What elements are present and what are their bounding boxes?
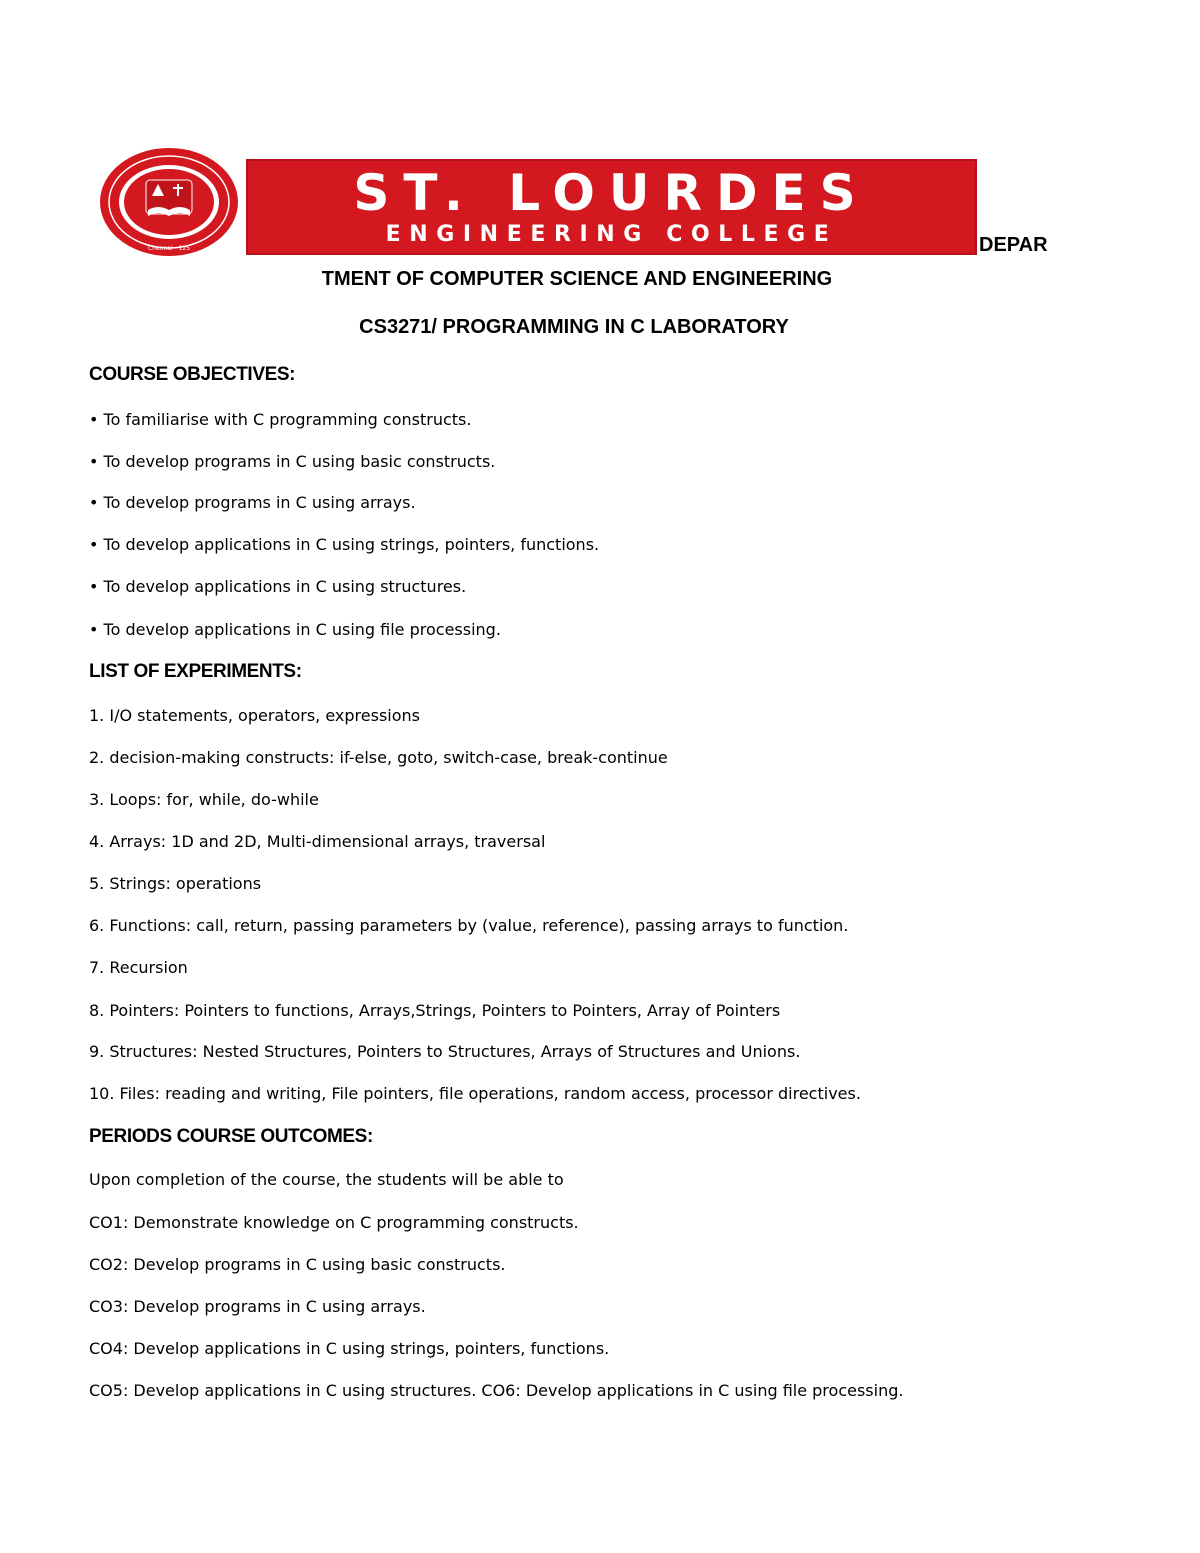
experiment-item: 9. Structures: Nested Structures, Pointers to Structures, Arrays of Structures and Unions. [89, 1042, 801, 1061]
experiment-item: 1. I/O statements, operators, expressions [89, 706, 420, 725]
outcome-item: CO3: Develop programs in C using arrays. [89, 1297, 426, 1316]
objectives-heading: COURSE OBJECTIVES: [89, 364, 296, 385]
svg-text:Chennai - 125: Chennai - 125 [147, 245, 191, 252]
experiment-item: 2. decision-making constructs: if-else, goto, switch-case, break-continue [89, 748, 668, 767]
objective-item: • To develop applications in C using strings, pointers, functions. [89, 535, 600, 554]
department-heading-start: DEPAR [979, 234, 1048, 256]
outcome-item: CO1: Demonstrate knowledge on C programming constructs. [89, 1213, 579, 1232]
college-seal-icon [98, 146, 240, 258]
outcome-item: CO2: Develop programs in C using basic constructs. [89, 1255, 506, 1274]
objective-item: • To develop programs in C using arrays. [89, 493, 416, 512]
experiment-item: 10. Files: reading and writing, File pointers, file operations, random access, processor directives. [89, 1084, 861, 1103]
college-name-logo-text: ST. LOURDES [353, 164, 870, 222]
department-heading-end: TMENT OF COMPUTER SCIENCE AND ENGINEERING [321, 268, 833, 290]
experiment-item: 8. Pointers: Pointers to functions, Arrays,Strings, Pointers to Pointers, Array of Pointers [89, 1001, 781, 1020]
course-title: CS3271/ PROGRAMMING IN C LABORATORY [359, 316, 789, 338]
experiment-item: 7. Recursion [89, 958, 188, 977]
experiment-item: 3. Loops: for, while, do-while [89, 790, 319, 809]
objective-item: • To develop applications in C using structures. [89, 577, 467, 596]
outcomes-heading: PERIODS COURSE OUTCOMES: [89, 1126, 373, 1147]
objective-item: • To develop programs in C using basic constructs. [89, 452, 496, 471]
experiments-heading: LIST OF EXPERIMENTS: [89, 661, 302, 682]
experiment-item: 6. Functions: call, return, passing parameters by (value, reference), passing arrays to function. [89, 916, 849, 935]
outcome-item: CO5: Develop applications in C using structures. CO6: Develop applications in C using file processing. [89, 1381, 904, 1400]
experiment-item: 4. Arrays: 1D and 2D, Multi-dimensional arrays, traversal [89, 832, 546, 851]
objective-item: • To develop applications in C using file processing. [89, 620, 501, 639]
objective-item: • To familiarise with C programming constructs. [89, 410, 472, 429]
experiment-item: 5. Strings: operations [89, 874, 262, 893]
outcome-item: CO4: Develop applications in C using strings, pointers, functions. [89, 1339, 610, 1358]
outcomes-intro: Upon completion of the course, the students will be able to [89, 1170, 564, 1189]
college-banner-logo [246, 159, 977, 255]
college-subtitle-logo-text: ENGINEERING COLLEGE [385, 222, 838, 247]
